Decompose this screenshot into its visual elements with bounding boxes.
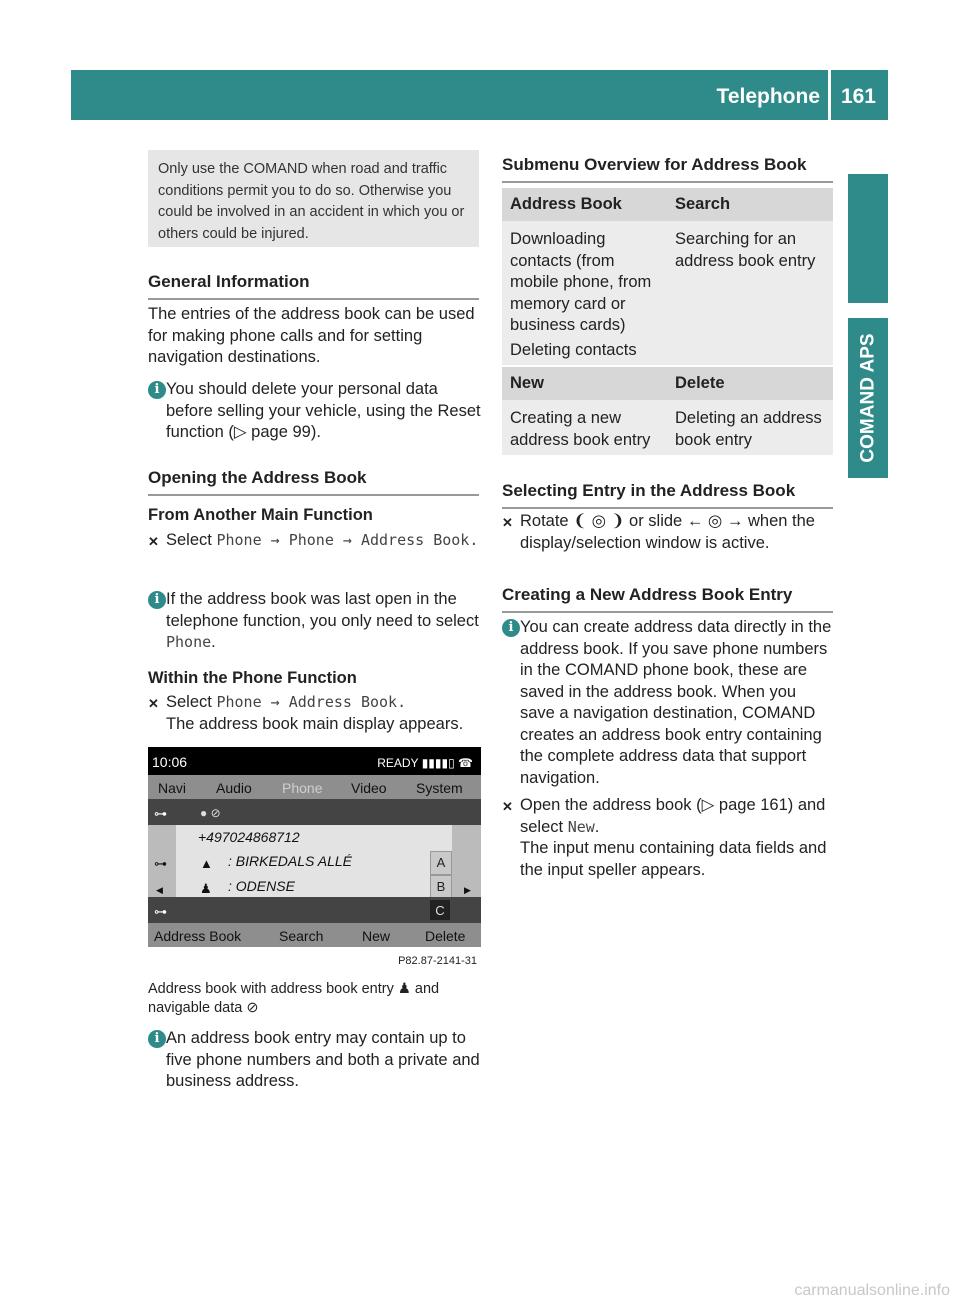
entry-footer-row (148, 897, 481, 923)
header-separator (828, 70, 831, 120)
step-text: when the display/selection window is active. (520, 512, 815, 552)
caption-text: Address book with address book entry (148, 981, 394, 997)
figure-code: P82.87-2141-31 (398, 955, 477, 967)
step-select-phone (148, 530, 481, 552)
table-header-cell: Delete (675, 374, 725, 392)
table-header-cell: Address Book (510, 195, 622, 213)
table-cell: Creating a new address book entry (510, 409, 651, 449)
figure-caption (148, 980, 481, 1018)
menu-audio[interactable]: Audio (216, 780, 252, 796)
scroll-left-icon[interactable]: ◀ (156, 885, 163, 895)
table-row (502, 400, 833, 455)
bracket-icon: ⊶ (154, 904, 167, 919)
heading-creating (502, 584, 833, 613)
step-arrow-icon: ✕ (148, 696, 159, 711)
page-reference[interactable]: page 161 (718, 796, 788, 814)
letter-c[interactable]: C (430, 900, 450, 920)
step-text: Select (166, 693, 212, 711)
info-icon: i (148, 1030, 166, 1048)
menu-path: Phone → Address Book. (216, 693, 407, 711)
bracket-icon: ⊶ (154, 806, 167, 821)
step-select-address-book (148, 692, 481, 735)
menu-address-book[interactable]: Address Book (154, 928, 242, 944)
page-reference[interactable]: page 99 (251, 423, 311, 441)
step-rotate (502, 511, 835, 554)
menu-navi[interactable]: Navi (158, 780, 187, 796)
info-note-entry (148, 1028, 481, 1093)
page-ref-arrow-icon: ▷ (701, 796, 715, 814)
heading-text: General Information (148, 272, 310, 291)
rotate-controller-icon: ❨ ◎ ❩ (573, 512, 625, 530)
menu-code: New (567, 817, 595, 836)
info-text-part: If the address book was last open in the telephone function, you only need to select (166, 590, 479, 630)
heading-text: Selecting Entry in the Address Book (502, 481, 796, 500)
phone-number[interactable]: +497024868712 (198, 829, 300, 845)
general-paragraph: The entries of the address book can be used for making phone calls and for setting navigation destinations. (148, 305, 475, 366)
page-number: 161 (840, 85, 876, 108)
step-open-address-book (502, 795, 835, 881)
heading-general-information (148, 271, 479, 300)
table-header-row (502, 188, 833, 221)
step-text: . (594, 817, 600, 836)
street[interactable]: : BIRKEDALS ALLÉ (228, 853, 352, 869)
table-cell: Deleting an address book entry (675, 409, 822, 449)
city[interactable]: : ODENSE (228, 878, 295, 894)
status-indicator: READY ▮▮▮▮▯ ☎ (377, 756, 473, 770)
info-text: You can create address data directly in the address book. If you save phone numbers in the COMAND phone book, these are saved in the address book. When you save a navigation destination, COMAND creates an address book entry containing the complete address data that support navigation. (520, 618, 832, 787)
menu-new[interactable]: New (362, 928, 391, 944)
warning-box (148, 150, 479, 247)
info-icon: i (148, 591, 166, 609)
menu-code: Phone (166, 633, 212, 651)
side-tab-block (848, 174, 888, 303)
navigation-icon: ⊘ (246, 1000, 259, 1016)
menu-search[interactable]: Search (279, 928, 324, 944)
scroll-right-icon[interactable]: ▶ (464, 885, 471, 895)
heading-text: Submenu Overview for Address Book (502, 155, 807, 174)
main-menu (148, 775, 481, 799)
warning-text: Only use the COMAND when road and traffic conditions permit you to do so. Otherwise you could be involved in an accident in which you or others could be injured. (158, 161, 465, 242)
step-arrow-icon: ✕ (502, 799, 513, 814)
step-text: Rotate (520, 512, 569, 530)
bottom-menu (148, 923, 481, 947)
caption-text: and navigable data (148, 981, 440, 1016)
side-tab (848, 318, 888, 478)
step-text: or slide (629, 512, 683, 530)
info-icon: i (148, 381, 166, 399)
menu-delete[interactable]: Delete (425, 928, 466, 944)
bracket-icon: ⊶ (154, 856, 167, 871)
info-note-reset (148, 379, 481, 444)
step-text: ) and select (520, 796, 826, 836)
info-note-create (502, 617, 835, 789)
info-icon: i (502, 619, 520, 637)
table-cell: Searching for an address book entry (675, 230, 816, 270)
footer-watermark: carmanualsonline.info (794, 1282, 950, 1299)
header-bar (71, 70, 888, 120)
clock: 10:06 (152, 754, 188, 770)
status-bar (148, 747, 481, 775)
step-result: The address book main display appears. (166, 714, 464, 733)
step-result: The input menu containing data fields and the input speller appears. (520, 839, 827, 879)
page-ref-arrow-icon: ▷ (233, 423, 247, 441)
letter-b[interactable]: B (430, 875, 452, 899)
side-tab-label: COMAND APS (857, 333, 879, 463)
subheading-another-main: From Another Main Function (148, 506, 373, 524)
slide-controller-icon: ← ◎ → (686, 512, 744, 530)
info-text-part: ). (310, 423, 321, 441)
person-group-icon: ♟ (200, 881, 212, 896)
table-cell: Deleting contacts (510, 341, 637, 359)
info-text-part: . (211, 633, 216, 651)
heading-submenu (502, 154, 833, 183)
info-text (148, 379, 481, 444)
table-header-cell: New (510, 374, 544, 392)
subheading-within-phone: Within the Phone Function (148, 669, 357, 687)
table-cell: Downloading contacts (from mobile phone, from memory card or business cards) (510, 230, 652, 334)
menu-phone[interactable]: Phone (282, 780, 323, 796)
heading-selecting (502, 480, 833, 509)
step-text: Open the address book ( (520, 796, 702, 814)
letter-a[interactable]: A (430, 851, 452, 875)
heading-text: Opening the Address Book (148, 468, 367, 487)
heading-text: Creating a New Address Book Entry (502, 585, 793, 604)
table-header-cell: Search (675, 195, 731, 213)
entry-header-row (148, 799, 481, 825)
heading-opening (148, 467, 479, 496)
person-icon: ● ⊘ (200, 806, 221, 820)
step-text: Select (166, 531, 212, 549)
menu-system[interactable]: System (416, 780, 463, 796)
person-icon: ♟ (397, 981, 411, 997)
table-row (502, 221, 833, 365)
info-text: An address book entry may contain up to five phone numbers and both a private and business address. (166, 1029, 480, 1090)
menu-path: Phone → Phone → Address Book. (216, 531, 479, 549)
section-title: Telephone (716, 85, 820, 108)
step-arrow-icon: ✕ (148, 534, 159, 549)
step-arrow-icon: ✕ (502, 515, 513, 530)
submenu-table (502, 188, 833, 455)
status-text: READY (377, 756, 419, 770)
menu-video[interactable]: Video (351, 780, 387, 796)
table-header-row (502, 367, 833, 400)
info-note-last-open (148, 589, 481, 654)
navigation-icon: ▲ (200, 856, 213, 871)
comand-screenshot (148, 747, 481, 969)
info-text-part: You should delete your personal data before selling your vehicle, using the Reset function ( (166, 380, 481, 441)
